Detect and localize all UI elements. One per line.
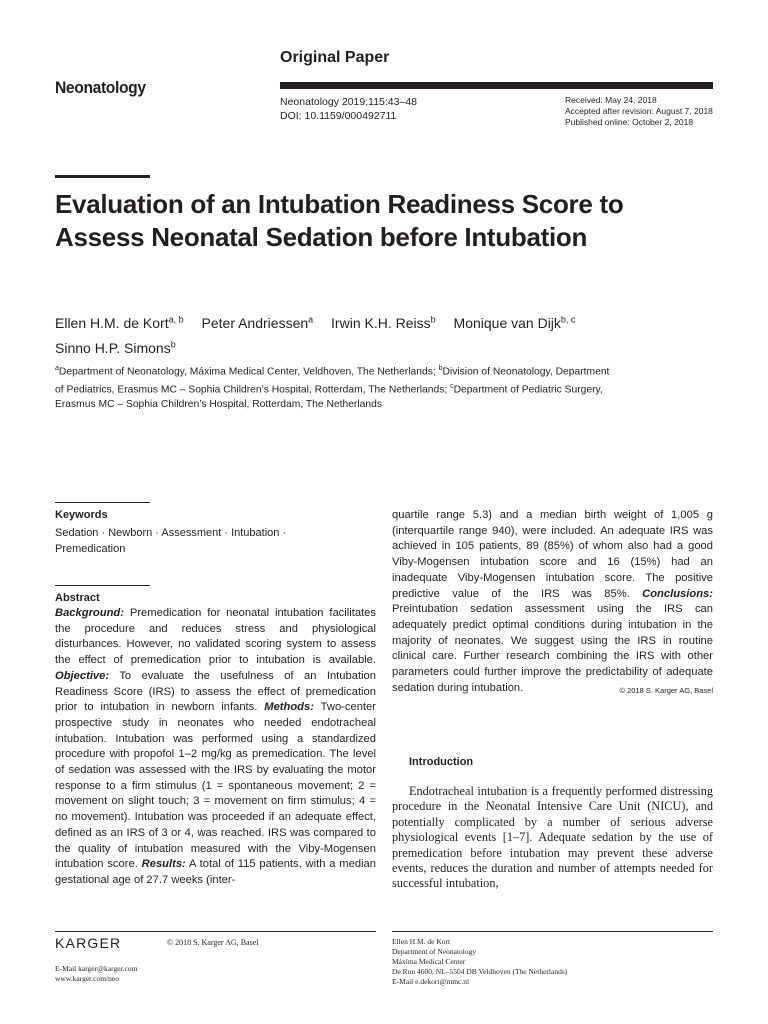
abstract-column-right: quartile range 5.3) and a median birth weight of 1,005 g (interquartile range 940), were included. An adequate IRS was achieved in 105 patients, 89 (85%) of whom also had a good Viby-Mogensen intubation score and 16 (15%) had an inadequate Viby-Mogensen intubation score. The positive predictive value of the IRS was 85%. Conclusions: Preintubation sedation assessment using the IRS can adequately predict optimal conditions during intubation in the majority of neonates. We suggest using the IRS in routine clinical care. Further research combining the IRS with other parameters could further improve the predictability of adequate sedation during intubation. © 2018 S. Karger AG, Basel	[392, 508, 713, 698]
footer-rule-left	[55, 931, 376, 932]
doi-link[interactable]: DOI: 10.1159/000492711	[280, 110, 397, 122]
published-date: Published online: October 2, 2018	[565, 117, 694, 127]
abstract-column-left: Background: Premedication for neonatal intubation facilitates the procedure and reduces stress and physiological disturbances. However, no validated scoring system to assess the effect of premedication prior to intubation is available. Objective: To evaluate the usefulness of an Intubation Readiness Score (IRS) to assess the effect of premedication prior to intubation in newborn infants. Methods: Two-center prospective study in neonates who needed endotracheal intubation. Intubation was performed using a standardized procedure with propofol 1–2 mg/kg as premedication. The level of sedation was assessed with the IRS by evaluating the motor response to a firm stimulus (1 = spontaneous movement; 2 = movement on slight touch; 3 = movement on firm stimulus; 4 = no movement). Intubation was proceeded if an adequate effect, defined as an IRS of 3 or 4, was reached. IRS was compared to the quality of intubation measured with the Viby-Mogensen intubation score. Results: A total of 115 patients, with a median gestational age of 27.7 weeks (inter-	[55, 607, 376, 886]
author: Irwin K.H. Reiss$^b$	[331, 314, 436, 331]
background-label: Background:	[55, 607, 124, 619]
title-rule	[55, 175, 150, 178]
corr-inst: Máxima Medical Center	[392, 957, 466, 966]
author: Ellen H.M. de Kort$^{a, b}$	[55, 314, 184, 331]
corr-email-link[interactable]: E-Mail e.dekort@mmc.nl	[392, 977, 470, 986]
citation-block	[280, 95, 417, 123]
author-list	[55, 308, 675, 359]
article-title: Evaluation of an Intubation Readiness Score to Assess Neonatal Sedation before Intubation	[55, 189, 624, 252]
corr-name: Ellen H.M. de Kort	[392, 937, 451, 946]
conclusions-label: Conclusions:	[642, 587, 713, 600]
journal-name: Neonatology	[55, 78, 146, 97]
publisher-contact	[55, 964, 137, 984]
author: Sinno H.P. Simons$^b$	[55, 339, 176, 357]
introduction-heading: Introduction	[409, 756, 474, 768]
citation: Neonatology 2019;115:43–48	[280, 96, 418, 108]
accepted-date: Accepted after revision: August 7, 2018	[565, 106, 713, 116]
abstract-copyright: © 2018 S. Karger AG, Basel	[619, 685, 713, 695]
publisher-logo: KARGER	[55, 935, 122, 951]
footer-rule-right	[392, 931, 713, 932]
author: Monique van Dijk$^{b, c}$	[453, 314, 576, 331]
corr-address: De Run 4600, NL–5504 DB Veldhoven (The Netherlands)	[392, 967, 568, 976]
article-type: Original Paper	[280, 49, 390, 66]
corr-dept: Department of Neonatology	[392, 947, 477, 956]
keywords-rule	[55, 502, 150, 503]
author: Peter Andriessen$^a$	[201, 314, 314, 331]
header-rule	[280, 82, 713, 89]
publisher-web-link[interactable]: www.karger.com/neo	[55, 974, 119, 983]
keywords-text: Sedation · Newborn · Assessment · Intubation · Premedication	[55, 527, 287, 555]
affiliations: $^a$Department of Neonatology, Máxima Medical Center, Veldhoven, The Netherlands; $^b$Division of Neonatology, Department of Pediatrics, Erasmus MC – Sophia Children’s Hospital, Rotterdam, The Netherlands; $^c$Department of Pediatric Surgery, Erasmus MC – Sophia Children’s Hospital, Rotterdam, The Netherlands	[55, 365, 610, 410]
received-date: Received: May 24, 2018	[565, 95, 657, 105]
methods-label: Methods:	[264, 701, 314, 714]
results-label: Results:	[141, 858, 186, 871]
publisher-email-link[interactable]: E-Mail karger@karger.com	[55, 964, 138, 973]
dates-block	[565, 95, 713, 128]
introduction-text: Endotracheal intubation is a frequently performed distressing procedure in the Neonatal Intensive Care Unit (NICU), and potentially complicated by a number of serious adverse physiological events [1–7]. Adequate sedation by the use of premedication before intubation may prevent these adverse events, reduces the duration and number of attempts needed for successful intubation,	[392, 784, 713, 891]
abstract-heading: Abstract	[55, 592, 100, 604]
correspondence	[392, 937, 567, 987]
footer-copyright: © 2018 S. Karger AG, Basel	[167, 938, 259, 947]
abstract-rule	[55, 585, 150, 586]
objective-label: Objective:	[55, 669, 110, 682]
keywords-heading: Keywords	[55, 509, 108, 521]
